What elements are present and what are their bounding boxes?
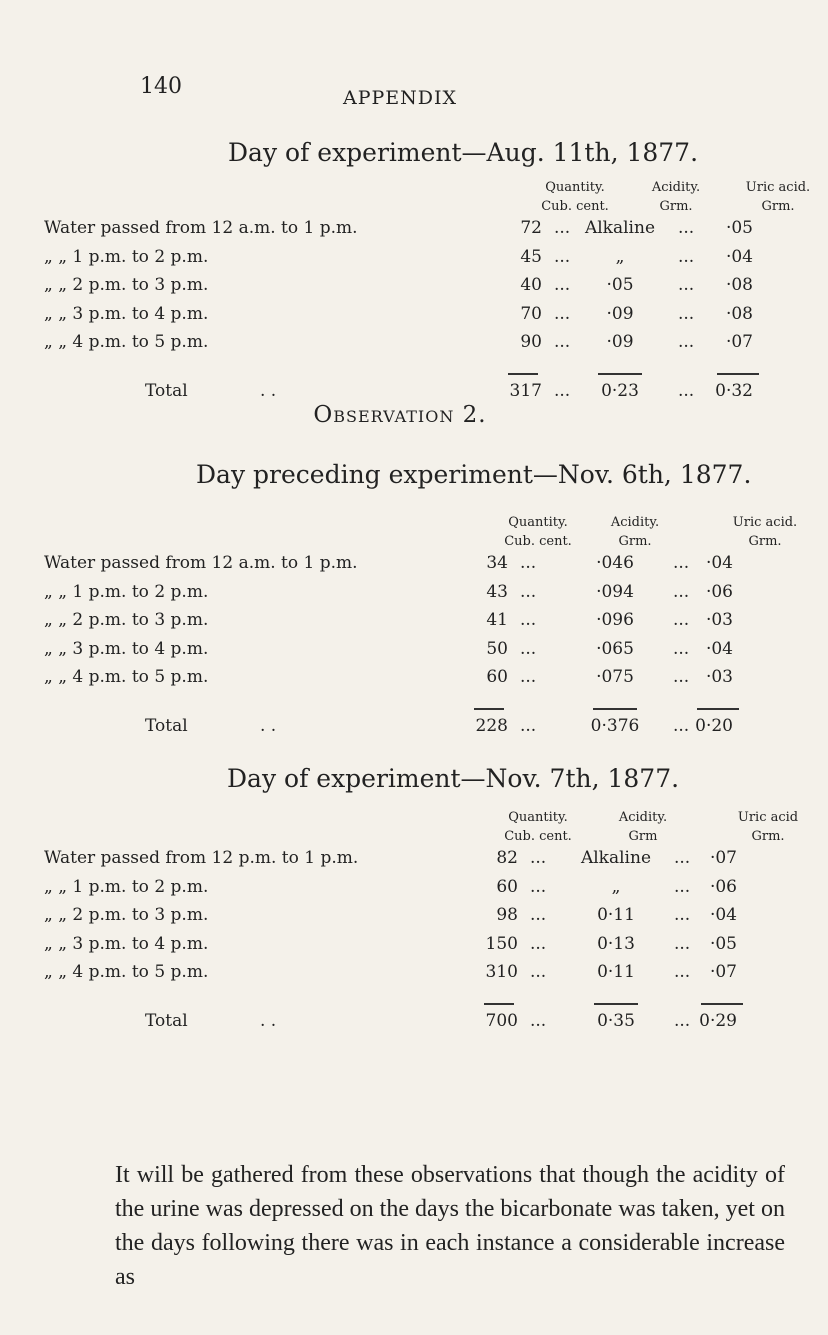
acidity-cell: 0·13: [597, 933, 635, 954]
uric-acid-cell: ·04: [725, 246, 753, 267]
leader-dots: ...: [520, 667, 537, 687]
column-header: [525, 178, 625, 216]
acidity-cell: 0·11: [597, 905, 635, 925]
table-row: [0, 610, 800, 634]
table-row: [0, 848, 800, 872]
quantity-cell: 310: [485, 962, 518, 982]
sum-rule: [474, 708, 504, 710]
leader-dots: ...: [673, 610, 690, 630]
table-row: [0, 877, 800, 901]
column-header-unit: Grm.: [659, 199, 693, 214]
uric-acid-cell: ·04: [709, 905, 737, 925]
quantity-cell: 43: [486, 581, 508, 602]
table-row: [0, 304, 800, 328]
uric-acid-cell: ·07: [709, 962, 737, 982]
table-row: [0, 667, 800, 691]
row-label: „ „ 1 p.m. to 2 p.m.: [44, 246, 209, 267]
leader-dots: ...: [674, 962, 691, 982]
leader-dots: ...: [674, 905, 691, 925]
acidity-cell: „: [615, 246, 625, 267]
leader-dots: ...: [673, 715, 690, 736]
quantity-cell: 70: [520, 303, 542, 324]
uric-acid-cell: ·05: [709, 933, 737, 954]
acidity-cell: ·09: [606, 332, 634, 352]
sum-rule: [598, 373, 642, 375]
table-2-title: Day preceding experiment—Nov. 6th, 1877.: [196, 460, 752, 489]
leader-dots: ...: [554, 218, 571, 238]
leader-dots: ...: [554, 303, 571, 324]
table-row: [0, 639, 800, 663]
leader-dots: ...: [674, 848, 691, 868]
acidity-cell: ·096: [596, 610, 634, 630]
sum-rule: [717, 373, 759, 375]
page-number: 140: [140, 74, 182, 99]
acidity-cell: „: [611, 876, 621, 897]
column-header: [715, 513, 815, 551]
column-header: [728, 178, 828, 216]
leader-dots: ...: [530, 905, 547, 925]
column-header: [585, 513, 685, 551]
row-label: „ „ 4 p.m. to 5 p.m.: [44, 332, 209, 352]
leader-dots: ...: [674, 876, 691, 897]
quantity-cell: 98: [496, 905, 518, 925]
table-row: [0, 934, 800, 958]
leader-dots: ...: [673, 638, 690, 659]
acidity-cell: 0·35: [597, 1010, 635, 1031]
body-paragraph: It will be gathered from these observations that though the acidity of the urine was depressed on the days the bicarbonate was taken, yet on the days following there was in each instance a considerable increase as: [115, 1162, 785, 1290]
leader-dots: ...: [674, 933, 691, 954]
acidity-cell: Alkaline: [584, 218, 656, 238]
quantity-cell: 82: [496, 848, 518, 868]
column-header-unit: Grm.: [761, 199, 795, 214]
leader-dots: ...: [530, 1010, 547, 1031]
acidity-cell: 0·23: [601, 380, 639, 401]
table-3-title: Day of experiment—Nov. 7th, 1877.: [227, 764, 680, 793]
observation-heading: Observation 2.: [313, 402, 487, 428]
leader-dots: ...: [554, 275, 571, 295]
leader-dots: ...: [520, 610, 537, 630]
row-label: Total: [145, 1010, 188, 1031]
leader-dots: ...: [554, 246, 571, 267]
leader-dots: ...: [673, 581, 690, 602]
sum-rule: [593, 708, 637, 710]
row-label: Water passed from 12 a.m. to 1 p.m.: [44, 218, 358, 238]
uric-acid-cell: ·03: [705, 667, 733, 687]
uric-acid-cell: 0·32: [715, 380, 753, 401]
uric-acid-cell: ·07: [725, 332, 753, 352]
row-label: „ „ 3 p.m. to 4 p.m.: [44, 638, 209, 659]
leader-dots: ...: [678, 380, 695, 401]
uric-acid-cell: ·05: [725, 218, 753, 238]
acidity-cell: ·05: [606, 275, 634, 295]
sum-rule: [701, 1003, 743, 1005]
leader-dots: ...: [520, 715, 537, 736]
leader-dots: ...: [554, 380, 571, 401]
leader-dots: ...: [530, 933, 547, 954]
acidity-cell: ·046: [596, 553, 634, 573]
column-header: [488, 513, 588, 551]
column-header-unit: Grm.: [748, 534, 782, 549]
row-label: „ „ 4 p.m. to 5 p.m.: [44, 667, 209, 687]
leader-dots: ...: [678, 246, 695, 267]
table-1-title: Day of experiment—Aug. 11th, 1877.: [228, 138, 699, 167]
column-header-unit: Cub. cent.: [504, 534, 572, 549]
leader-dots: . .: [260, 1010, 277, 1031]
uric-acid-cell: ·04: [705, 638, 733, 659]
row-label: „ „ 3 p.m. to 4 p.m.: [44, 933, 209, 954]
column-header-unit: Grm.: [618, 534, 652, 549]
acidity-cell: Alkaline: [580, 848, 652, 868]
quantity-cell: 41: [486, 610, 508, 630]
total-row: [0, 381, 800, 405]
leader-dots: . .: [260, 380, 277, 401]
table-row: [0, 247, 800, 271]
uric-acid-cell: ·08: [725, 303, 753, 324]
quantity-cell: 40: [520, 275, 542, 295]
leader-dots: ...: [530, 848, 547, 868]
row-label: Total: [145, 380, 188, 401]
total-row: [0, 1011, 800, 1035]
uric-acid-cell: 0·29: [699, 1010, 737, 1031]
column-header: [488, 808, 588, 846]
running-head: APPENDIX: [342, 87, 458, 109]
leader-dots: ...: [673, 553, 690, 573]
row-label: „ „ 4 p.m. to 5 p.m.: [44, 962, 209, 982]
column-header: [593, 808, 693, 846]
column-header-label: Acidity.: [651, 180, 701, 195]
leader-dots: ...: [678, 275, 695, 295]
acidity-cell: 0·11: [597, 962, 635, 982]
uric-acid-cell: ·06: [705, 581, 733, 602]
table-row: [0, 275, 800, 299]
table-row: [0, 553, 800, 577]
table-row: [0, 218, 800, 242]
column-header-unit: Grm: [628, 829, 658, 844]
uric-acid-cell: ·08: [725, 275, 753, 295]
quantity-cell: 317: [509, 380, 542, 401]
quantity-cell: 50: [486, 638, 508, 659]
table-row: [0, 962, 800, 986]
leader-dots: ...: [678, 303, 695, 324]
leader-dots: ...: [674, 1010, 691, 1031]
column-header-unit: Cub. cent.: [541, 199, 609, 214]
column-header-label: Quantity.: [545, 180, 605, 195]
column-header-unit: Cub. cent.: [504, 829, 572, 844]
uric-acid-cell: 0·20: [695, 715, 733, 736]
column-header-label: Uric acid.: [745, 180, 811, 195]
leader-dots: ...: [678, 332, 695, 352]
uric-acid-cell: ·07: [709, 848, 737, 868]
quantity-cell: 60: [486, 667, 508, 687]
leader-dots: ...: [520, 553, 537, 573]
quantity-cell: 90: [520, 332, 542, 352]
column-header-label: Uric acid: [737, 810, 799, 825]
row-label: „ „ 2 p.m. to 3 p.m.: [44, 905, 209, 925]
quantity-cell: 45: [520, 246, 542, 267]
acidity-cell: ·075: [596, 667, 634, 687]
acidity-cell: ·09: [606, 303, 634, 324]
table-row: [0, 582, 800, 606]
leader-dots: ...: [530, 962, 547, 982]
leader-dots: ...: [520, 638, 537, 659]
uric-acid-cell: ·04: [705, 553, 733, 573]
column-header: [626, 178, 726, 216]
leader-dots: ...: [520, 581, 537, 602]
quantity-cell: 34: [486, 553, 508, 573]
sum-rule: [484, 1003, 514, 1005]
quantity-cell: 700: [485, 1010, 518, 1031]
sum-rule: [508, 373, 538, 375]
acidity-cell: ·065: [596, 638, 634, 659]
column-header-label: Quantity.: [508, 515, 568, 530]
sum-rule: [594, 1003, 638, 1005]
row-label: Water passed from 12 a.m. to 1 p.m.: [44, 553, 358, 573]
row-label: Water passed from 12 p.m. to 1 p.m.: [44, 848, 359, 868]
table-row: [0, 905, 800, 929]
row-label: „ „ 2 p.m. to 3 p.m.: [44, 275, 209, 295]
column-header-label: Acidity.: [618, 810, 668, 825]
row-label: Total: [145, 715, 188, 736]
column-header-label: Uric acid.: [732, 515, 798, 530]
row-label: „ „ 1 p.m. to 2 p.m.: [44, 581, 209, 602]
quantity-cell: 228: [475, 715, 508, 736]
row-label: „ „ 1 p.m. to 2 p.m.: [44, 876, 209, 897]
column-header-label: Quantity.: [508, 810, 568, 825]
uric-acid-cell: ·03: [705, 610, 733, 630]
column-header-label: Acidity.: [610, 515, 660, 530]
acidity-cell: 0·376: [590, 715, 640, 736]
row-label: „ „ 3 p.m. to 4 p.m.: [44, 303, 209, 324]
leader-dots: ...: [678, 218, 695, 238]
column-header-unit: Grm.: [751, 829, 785, 844]
total-row: [0, 716, 800, 740]
leader-dots: ...: [530, 876, 547, 897]
quantity-cell: 150: [485, 933, 518, 954]
uric-acid-cell: ·06: [709, 876, 737, 897]
leader-dots: . .: [260, 715, 277, 736]
row-label: „ „ 2 p.m. to 3 p.m.: [44, 610, 209, 630]
quantity-cell: 72: [520, 218, 542, 238]
quantity-cell: 60: [496, 876, 518, 897]
leader-dots: ...: [673, 667, 690, 687]
leader-dots: ...: [554, 332, 571, 352]
table-row: [0, 332, 800, 356]
column-header: [718, 808, 818, 846]
acidity-cell: ·094: [596, 581, 634, 602]
sum-rule: [697, 708, 739, 710]
